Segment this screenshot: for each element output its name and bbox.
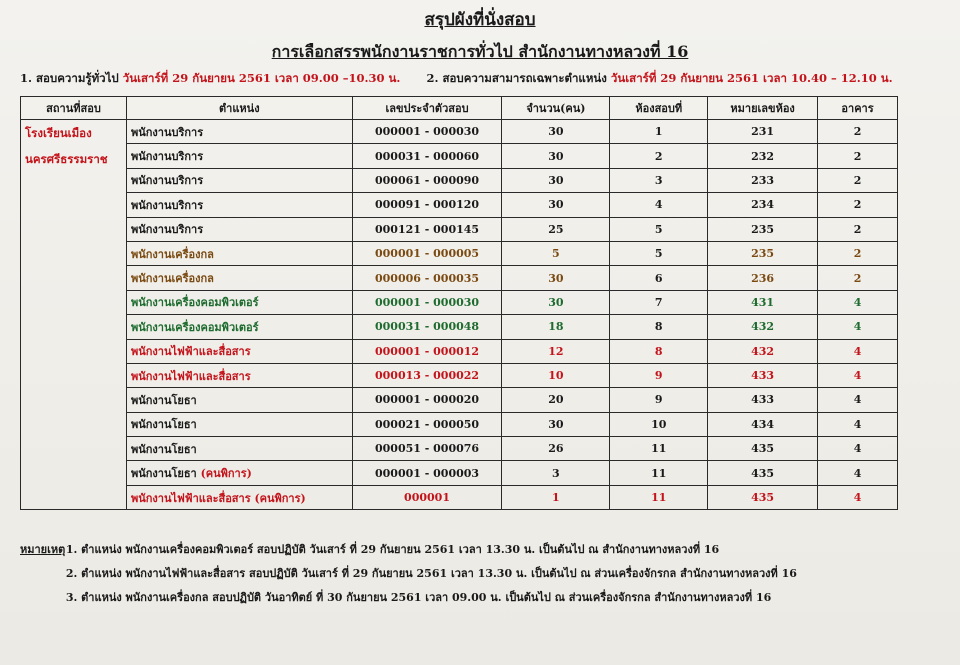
position-cell — [126, 388, 352, 412]
table-row — [21, 144, 898, 168]
building-cell: 2 — [818, 144, 898, 168]
building-cell: 4 — [818, 315, 898, 339]
position-name: พนักงานเครื่องกล — [130, 272, 214, 286]
remark-text: 2. ตำแหน่ง พนักงานไฟฟ้าและสื่อสาร สอบปฏิบัติ วันเสาร์ ที่ 29 กันยายน 2561 เวลา 13.30 น. เป็นต้นไป ณ ส่วนเครื่องจักรกล สำนักงานทางหลวงที่ 16 — [65, 567, 797, 580]
remarks — [20, 540, 940, 612]
table-row — [21, 120, 898, 144]
table-row — [21, 315, 898, 339]
exam-id-range-cell: 000001 - 000005 — [352, 241, 502, 265]
page-title: สรุปผังที่นั่งสอบ — [424, 10, 536, 30]
position-cell — [126, 241, 352, 265]
building-cell: 4 — [818, 290, 898, 314]
page-subtitle: การเลือกสรรพนักงานราชการทั่วไป สำนักงานทางหลวงที่ 16 — [271, 42, 689, 61]
count-cell: 26 — [502, 437, 610, 461]
position-name: พนักงานบริการ — [130, 150, 204, 164]
position-name: พนักงานไฟฟ้าและสื่อสาร — [130, 345, 251, 359]
count-cell: 10 — [502, 363, 610, 387]
table-header-row — [21, 97, 898, 120]
building-cell: 4 — [818, 363, 898, 387]
count-cell: 30 — [502, 193, 610, 217]
table-row — [21, 388, 898, 412]
position-name: พนักงานบริการ — [130, 125, 204, 139]
session-1-label: 1. สอบความรู้ทั่วไป — [20, 71, 119, 85]
room-number-cell: 234 — [708, 193, 818, 217]
position-cell — [126, 120, 352, 144]
session-2-datetime: วันเสาร์ที่ 29 กันยายน 2561 เวลา 10.40 – 12.10 น. — [610, 71, 893, 85]
room-number-cell: 433 — [708, 388, 818, 412]
room-number-cell: 435 — [708, 461, 818, 485]
exam-id-range-cell: 000001 - 000030 — [352, 290, 502, 314]
header-building: อาคาร — [818, 97, 898, 120]
venue-line-2: นครศรีธรรมราช — [25, 152, 108, 166]
count-cell: 30 — [502, 120, 610, 144]
remark-label: หมายเหตุ — [20, 543, 66, 556]
session-2-label: 2. สอบความสามารถเฉพาะตำแหน่ง — [426, 71, 607, 85]
exam-id-range-cell: 000091 - 000120 — [352, 193, 502, 217]
position-name: พนักงานบริการ — [130, 223, 204, 237]
room-number-cell: 435 — [708, 485, 818, 509]
exam-id-range-cell: 000001 — [352, 485, 502, 509]
room-number-cell: 231 — [708, 120, 818, 144]
position-name: พนักงานบริการ — [130, 198, 204, 212]
exam-id-range-cell: 000061 - 000090 — [352, 168, 502, 192]
position-name: พนักงานโยธา — [130, 442, 197, 456]
position-cell — [126, 437, 352, 461]
header-venue: สถานที่สอบ — [21, 97, 127, 120]
room-number-cell: 431 — [708, 290, 818, 314]
header-position: ตำแหน่ง — [126, 97, 352, 120]
count-cell: 1 — [502, 485, 610, 509]
building-cell: 2 — [818, 168, 898, 192]
remark-1 — [20, 540, 940, 564]
exam-room-cell: 7 — [610, 290, 708, 314]
room-number-cell: 435 — [708, 437, 818, 461]
position-name: พนักงานเครื่องกล — [130, 247, 214, 261]
room-number-cell: 232 — [708, 144, 818, 168]
building-cell: 4 — [818, 388, 898, 412]
position-cell — [126, 168, 352, 192]
building-cell: 2 — [818, 120, 898, 144]
exam-room-cell: 4 — [610, 193, 708, 217]
room-number-cell: 235 — [708, 241, 818, 265]
count-cell: 30 — [502, 266, 610, 290]
room-number-cell: 432 — [708, 315, 818, 339]
exam-room-cell: 10 — [610, 412, 708, 436]
position-name: พนักงานโยธา — [130, 418, 197, 432]
room-number-cell: 434 — [708, 412, 818, 436]
position-name: พนักงานไฟฟ้าและสื่อสาร (คนพิการ) — [130, 491, 306, 505]
venue-line-1: โรงเรียนเมือง — [25, 126, 92, 140]
position-cell — [126, 217, 352, 241]
table-row — [21, 412, 898, 436]
count-cell: 3 — [502, 461, 610, 485]
remark-2 — [20, 564, 940, 588]
table-row — [21, 339, 898, 363]
exam-room-cell: 5 — [610, 241, 708, 265]
exam-sessions — [20, 70, 950, 88]
position-cell — [126, 412, 352, 436]
disability-tag: (คนพิการ) — [200, 467, 252, 481]
exam-room-cell: 3 — [610, 168, 708, 192]
table-row — [21, 193, 898, 217]
table-row — [21, 461, 898, 485]
count-cell: 5 — [502, 241, 610, 265]
session-1-datetime: วันเสาร์ที่ 29 กันยายน 2561 เวลา 09.00 –10.30 น. — [122, 71, 401, 85]
exam-room-cell: 6 — [610, 266, 708, 290]
count-cell: 12 — [502, 339, 610, 363]
header-room-number: หมายเลขห้อง — [708, 97, 818, 120]
header-exam-ids: เลขประจำตัวสอบ — [352, 97, 502, 120]
remark-text: 1. ตำแหน่ง พนักงานเครื่องคอมพิวเตอร์ สอบปฏิบัติ วันเสาร์ ที่ 29 กันยายน 2561 เวลา 13.30 น. เป็นต้นไป ณ สำนักงานทางหลวงที่ 16 — [65, 543, 720, 556]
count-cell: 20 — [502, 388, 610, 412]
room-number-cell: 432 — [708, 339, 818, 363]
table-row — [21, 363, 898, 387]
exam-room-cell: 8 — [610, 315, 708, 339]
room-number-cell: 233 — [708, 168, 818, 192]
position-cell — [126, 461, 352, 485]
exam-id-range-cell: 000006 - 000035 — [352, 266, 502, 290]
position-cell — [126, 485, 352, 509]
exam-id-range-cell: 000001 - 000012 — [352, 339, 502, 363]
position-name: พนักงานเครื่องคอมพิวเตอร์ — [130, 296, 259, 310]
table-row — [21, 485, 898, 509]
count-cell: 30 — [502, 144, 610, 168]
table-row — [21, 168, 898, 192]
table-row — [21, 217, 898, 241]
exam-room-cell: 2 — [610, 144, 708, 168]
exam-room-cell: 9 — [610, 388, 708, 412]
position-name: พนักงานไฟฟ้าและสื่อสาร — [130, 369, 251, 383]
position-cell — [126, 290, 352, 314]
exam-room-cell: 5 — [610, 217, 708, 241]
count-cell: 25 — [502, 217, 610, 241]
remark-3 — [20, 588, 940, 612]
position-cell — [126, 339, 352, 363]
position-name: พนักงานโยธา — [130, 393, 197, 407]
remark-text: 3. ตำแหน่ง พนักงานเครื่องกล สอบปฏิบัติ วันอาทิตย์ ที่ 30 กันยายน 2561 เวลา 09.00 น. เป็นต้นไป ณ ส่วนเครื่องจักรกล สำนักงานทางหลวงที่ 16 — [65, 591, 772, 604]
exam-id-range-cell: 000001 - 000020 — [352, 388, 502, 412]
building-cell: 2 — [818, 241, 898, 265]
building-cell: 2 — [818, 217, 898, 241]
exam-room-cell: 11 — [610, 437, 708, 461]
header-exam-room: ห้องสอบที่ — [610, 97, 708, 120]
table-row — [21, 290, 898, 314]
room-number-cell: 236 — [708, 266, 818, 290]
exam-room-cell: 11 — [610, 485, 708, 509]
seating-table — [20, 96, 898, 510]
position-name: พนักงานเครื่องคอมพิวเตอร์ — [130, 320, 259, 334]
building-cell: 4 — [818, 485, 898, 509]
position-cell — [126, 144, 352, 168]
exam-room-cell: 11 — [610, 461, 708, 485]
exam-id-range-cell: 000121 - 000145 — [352, 217, 502, 241]
exam-id-range-cell: 000021 - 000050 — [352, 412, 502, 436]
table-row — [21, 437, 898, 461]
position-cell — [126, 193, 352, 217]
exam-id-range-cell: 000001 - 000030 — [352, 120, 502, 144]
position-name: พนักงานบริการ — [130, 174, 204, 188]
building-cell: 4 — [818, 412, 898, 436]
building-cell: 4 — [818, 339, 898, 363]
exam-id-range-cell: 000013 - 000022 — [352, 363, 502, 387]
building-cell: 2 — [818, 266, 898, 290]
exam-id-range-cell: 000001 - 000003 — [352, 461, 502, 485]
exam-id-range-cell: 000031 - 000048 — [352, 315, 502, 339]
count-cell: 18 — [502, 315, 610, 339]
header-count: จำนวน(คน) — [502, 97, 610, 120]
exam-id-range-cell: 000031 - 000060 — [352, 144, 502, 168]
position-name: พนักงานโยธา — [130, 467, 197, 481]
building-cell: 4 — [818, 437, 898, 461]
room-number-cell: 433 — [708, 363, 818, 387]
table-row — [21, 241, 898, 265]
table-row — [21, 266, 898, 290]
count-cell: 30 — [502, 412, 610, 436]
position-cell — [126, 363, 352, 387]
position-cell — [126, 315, 352, 339]
building-cell: 2 — [818, 193, 898, 217]
room-number-cell: 235 — [708, 217, 818, 241]
count-cell: 30 — [502, 168, 610, 192]
venue-cell — [21, 120, 127, 510]
building-cell: 4 — [818, 461, 898, 485]
exam-room-cell: 8 — [610, 339, 708, 363]
exam-room-cell: 9 — [610, 363, 708, 387]
exam-room-cell: 1 — [610, 120, 708, 144]
exam-id-range-cell: 000051 - 000076 — [352, 437, 502, 461]
count-cell: 30 — [502, 290, 610, 314]
position-cell — [126, 266, 352, 290]
